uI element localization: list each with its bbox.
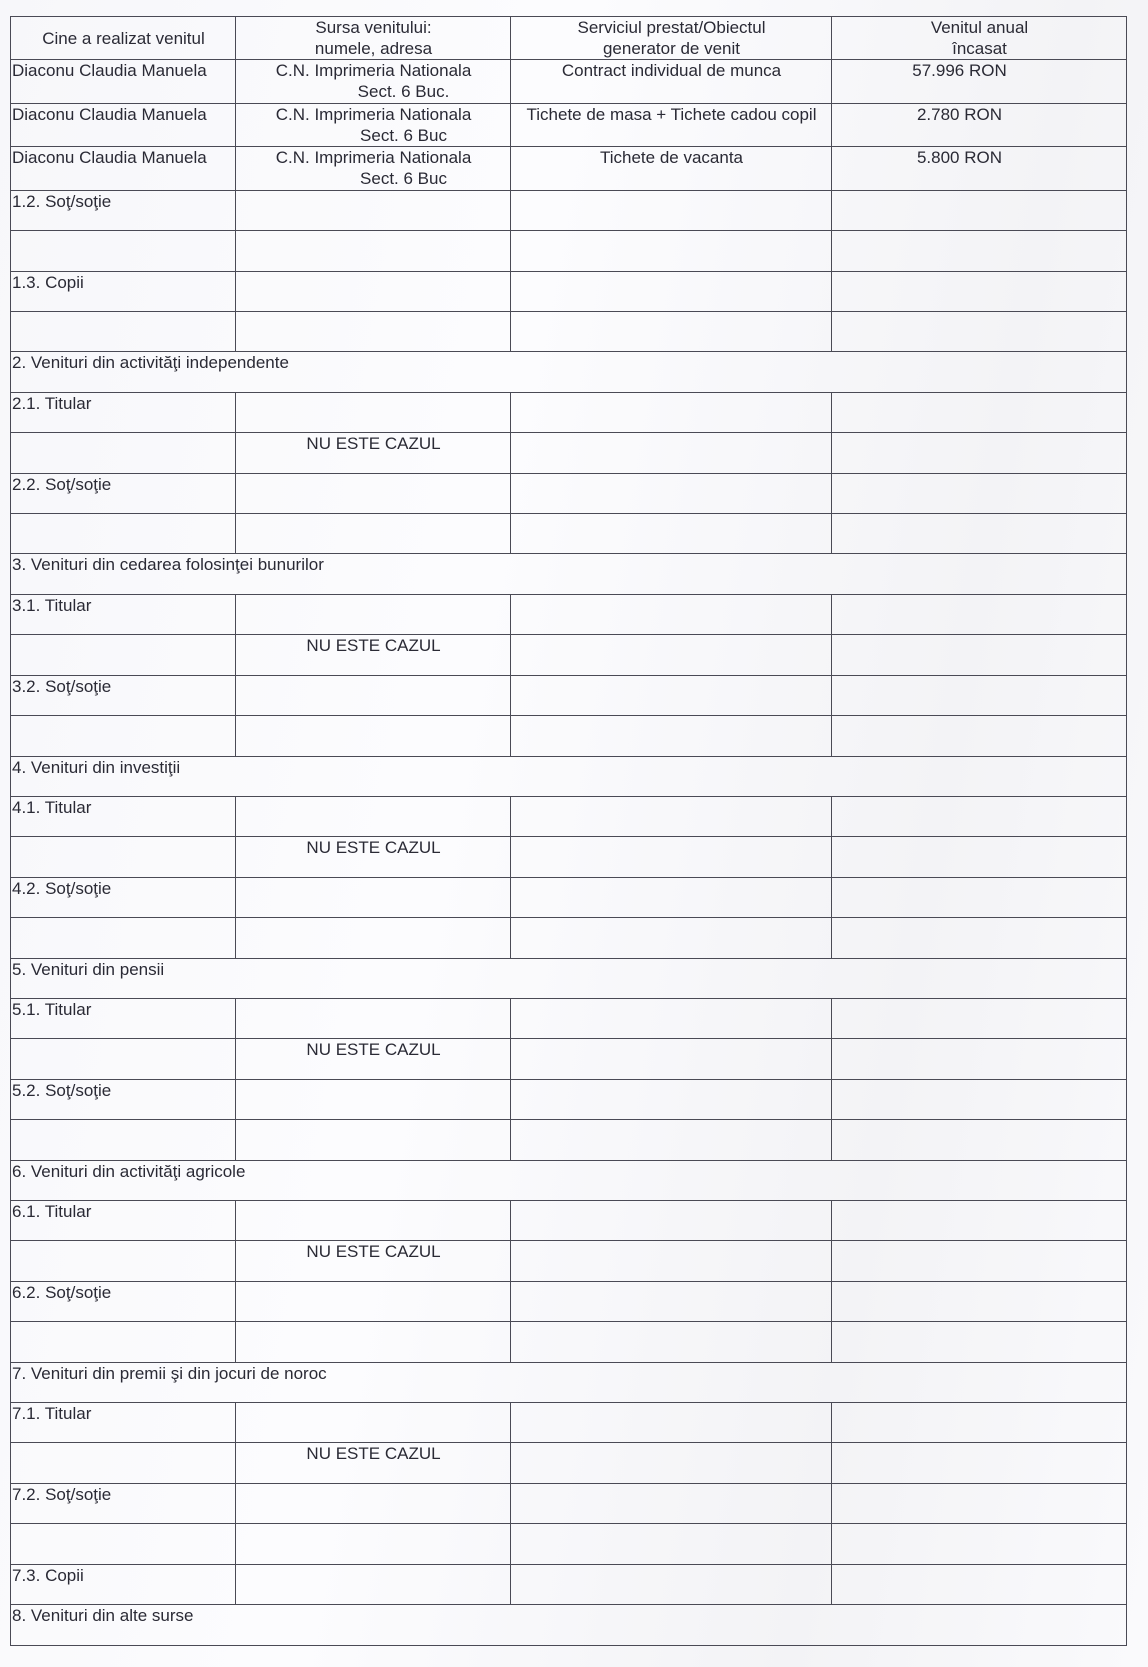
section-title-8: 8. Venituri din alte surse (11, 1605, 1127, 1646)
row-label-3-1: 3.1. Titular (11, 594, 236, 634)
table-row (11, 1079, 1127, 1119)
table-row (11, 433, 1127, 473)
cell-source: C.N. Imprimeria Nationala Sect. 6 Buc (236, 147, 511, 190)
cell-amount: 2.780 RON (832, 103, 1127, 146)
cell-amount: 5.800 RON (832, 147, 1127, 190)
cell-amount: 57.996 RON (832, 60, 1127, 103)
table-row (11, 1241, 1127, 1281)
cell-source: C.N. Imprimeria Nationala Sect. 6 Buc. (236, 60, 511, 103)
section-row (11, 554, 1127, 594)
table-row (11, 594, 1127, 634)
table-row (11, 1281, 1127, 1321)
not-applicable-text: NU ESTE CAZUL (236, 1241, 511, 1281)
row-label-5-1: 5.1. Titular (11, 998, 236, 1038)
header-annual-income: Venitul anual încasat (832, 17, 1127, 60)
section-row (11, 958, 1127, 998)
table-row (11, 796, 1127, 836)
table-row (11, 877, 1127, 917)
cell-service: Tichete de vacanta (511, 147, 832, 190)
row-label-4-1: 4.1. Titular (11, 796, 236, 836)
table-row (11, 635, 1127, 675)
table-row (11, 1443, 1127, 1483)
section-row (11, 1605, 1127, 1646)
table-row (11, 231, 1127, 271)
row-label-3-2: 3.2. Soţ/soţie (11, 675, 236, 715)
table-row (11, 312, 1127, 352)
cell-service: Tichete de masa + Tichete cadou copil (511, 103, 832, 146)
section-title-5: 5. Venituri din pensii (11, 958, 1127, 998)
not-applicable-text: NU ESTE CAZUL (236, 433, 511, 473)
section-title-6: 6. Venituri din activităţi agricole (11, 1160, 1127, 1200)
row-label-2-1: 2.1. Titular (11, 392, 236, 432)
row-label-7-2: 7.2. Soţ/soţie (11, 1483, 236, 1523)
table-row (11, 1524, 1127, 1564)
row-label-5-2: 5.2. Soţ/soţie (11, 1079, 236, 1119)
row-label-6-2: 6.2. Soţ/soţie (11, 1281, 236, 1321)
row-label-7-1: 7.1. Titular (11, 1403, 236, 1443)
not-applicable-text: NU ESTE CAZUL (236, 1039, 511, 1079)
table-row (11, 147, 1127, 190)
cell-who: Diaconu Claudia Manuela (11, 103, 236, 146)
row-label-1-2: 1.2. Soţ/soţie (11, 190, 236, 230)
section-title-3: 3. Venituri din cedarea folosinţei bunurilor (11, 554, 1127, 594)
not-applicable-text: NU ESTE CAZUL (236, 1443, 511, 1483)
table-row (11, 837, 1127, 877)
header-source: Sursa venitului: numele, adresa (236, 17, 511, 60)
row-label-1-3: 1.3. Copii (11, 271, 236, 311)
table-row (11, 1120, 1127, 1160)
section-row (11, 756, 1127, 796)
table-row (11, 514, 1127, 554)
cell-who: Diaconu Claudia Manuela (11, 60, 236, 103)
table-row (11, 103, 1127, 146)
section-row (11, 352, 1127, 392)
table-row (11, 1564, 1127, 1604)
row-label-7-3: 7.3. Copii (11, 1564, 236, 1604)
table-row (11, 60, 1127, 103)
table-row (11, 1322, 1127, 1362)
section-row (11, 1362, 1127, 1402)
cell-service: Contract individual de munca (511, 60, 832, 103)
income-table (10, 16, 1127, 1646)
header-service: Serviciul prestat/Obiectul generator de venit (511, 17, 832, 60)
table-row (11, 473, 1127, 513)
table-row (11, 1403, 1127, 1443)
row-label-2-2: 2.2. Soţ/soţie (11, 473, 236, 513)
not-applicable-text: NU ESTE CAZUL (236, 837, 511, 877)
cell-who: Diaconu Claudia Manuela (11, 147, 236, 190)
table-row (11, 1483, 1127, 1523)
table-header-row (11, 17, 1127, 60)
section-title-4: 4. Venituri din investiţii (11, 756, 1127, 796)
cell-source: C.N. Imprimeria Nationala Sect. 6 Buc (236, 103, 511, 146)
table-row (11, 918, 1127, 958)
row-label-6-1: 6.1. Titular (11, 1200, 236, 1240)
table-row (11, 190, 1127, 230)
table-row (11, 998, 1127, 1038)
not-applicable-text: NU ESTE CAZUL (236, 635, 511, 675)
table-row (11, 1200, 1127, 1240)
table-row (11, 1039, 1127, 1079)
table-row (11, 271, 1127, 311)
table-row (11, 716, 1127, 756)
section-row (11, 1160, 1127, 1200)
table-row (11, 392, 1127, 432)
section-title-2: 2. Venituri din activităţi independente (11, 352, 1127, 392)
row-label-4-2: 4.2. Soţ/soţie (11, 877, 236, 917)
table-row (11, 675, 1127, 715)
header-who: Cine a realizat venitul (11, 17, 236, 60)
section-title-7: 7. Venituri din premii şi din jocuri de noroc (11, 1362, 1127, 1402)
